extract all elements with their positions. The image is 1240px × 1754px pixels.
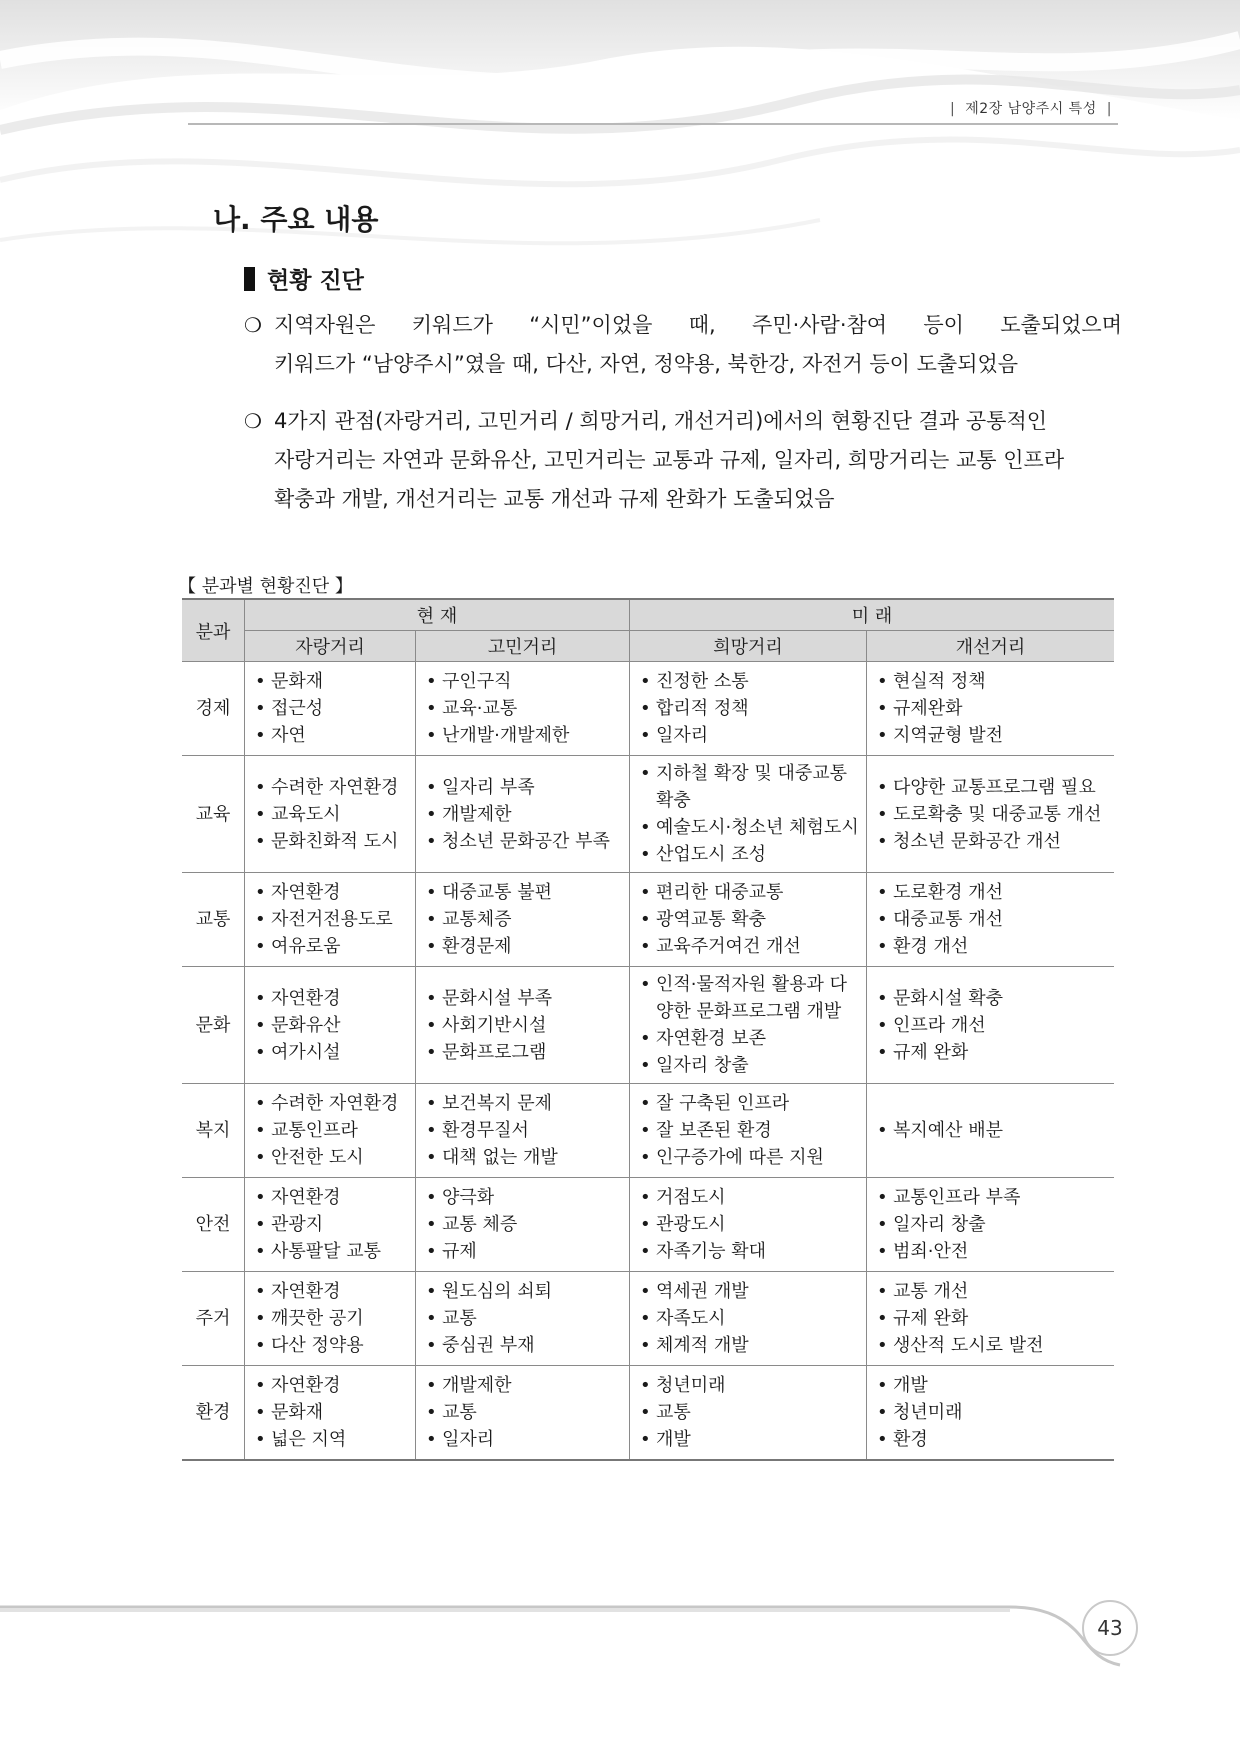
table-caption: 【 분과별 현황진단 】 [178, 576, 353, 597]
cell-item: • 대책 없는 개발 [424, 1144, 623, 1171]
cell-item: • 여유로움 [253, 933, 409, 960]
cell-item: • 인적·물적자원 활용과 다양한 문화프로그램 개발 [638, 971, 860, 1025]
table-cell [867, 1178, 1115, 1272]
cell-item: • 잘 보존된 환경 [638, 1117, 860, 1144]
table-cell [630, 1084, 867, 1178]
cell-item: • 도로환경 개선 [875, 879, 1108, 906]
cell-item: • 인프라 개선 [875, 1012, 1108, 1039]
table-cell [245, 1366, 416, 1460]
cell-item: • 수려한 자연환경 [253, 774, 409, 801]
open-circle-bullet-icon: ❍ [244, 409, 262, 433]
cell-item: • 청년미래 [875, 1399, 1108, 1426]
cell-item: • 안전한 도시 [253, 1144, 409, 1171]
cell-item: • 일자리 창출 [875, 1211, 1108, 1238]
table-row [182, 756, 1114, 873]
cell-item-list [253, 985, 409, 1066]
cell-item: • 사통팔달 교통 [253, 1238, 409, 1265]
cell-item-list [424, 1372, 623, 1453]
cell-item-list [424, 668, 623, 749]
cell-item: • 구인구직 [424, 668, 623, 695]
table-cell [867, 1272, 1115, 1366]
cell-item-list [638, 1184, 860, 1265]
cell-item-list [638, 668, 860, 749]
cell-item: • 교통 개선 [875, 1278, 1108, 1305]
cell-item-list [253, 668, 409, 749]
table-cell [416, 1178, 630, 1272]
cell-item-list [253, 1090, 409, 1171]
cell-item: • 교통 [638, 1399, 860, 1426]
paragraph-line: 자랑거리는 자연과 문화유산, 고민거리는 교통과 규제, 일자리, 희망거리는 교통 인프라 [274, 448, 1065, 472]
cell-item: • 문화유산 [253, 1012, 409, 1039]
cell-item: • 진정한 소통 [638, 668, 860, 695]
header-wave-background [0, 0, 1240, 300]
cell-item-list [638, 1372, 860, 1453]
cell-item: • 청소년 문화공간 부족 [424, 828, 623, 855]
paragraph-2 [244, 402, 1122, 519]
cell-item: • 교통인프라 부족 [875, 1184, 1108, 1211]
table-row [182, 1366, 1114, 1460]
cell-item-list [638, 971, 860, 1079]
table-cell [245, 1178, 416, 1272]
table-cell [867, 1084, 1115, 1178]
cell-item: • 대중교통 개선 [875, 906, 1108, 933]
cell-item: • 환경 개선 [875, 933, 1108, 960]
subsection-heading [244, 262, 364, 295]
cell-item: • 일자리 [638, 722, 860, 749]
cell-item-list [424, 1090, 623, 1171]
cell-item: • 잘 구축된 인프라 [638, 1090, 860, 1117]
cell-item-list [253, 879, 409, 960]
table-cell [416, 967, 630, 1084]
field-cell: 교통 [182, 873, 245, 967]
cell-item-list [875, 1117, 1108, 1144]
page-number: 43 [1082, 1600, 1138, 1656]
cell-item: • 교육주거여건 개선 [638, 933, 860, 960]
cell-item: • 인구증가에 따른 지원 [638, 1144, 860, 1171]
table-cell [416, 1366, 630, 1460]
paragraph-line [244, 306, 1122, 345]
cell-item: • 청년미래 [638, 1372, 860, 1399]
open-circle-bullet-icon: ❍ [244, 313, 262, 337]
table-row [182, 873, 1114, 967]
cell-item: • 교통 [424, 1305, 623, 1332]
table-cell [416, 756, 630, 873]
cell-item: • 자연환경 [253, 985, 409, 1012]
paragraph-line: 확충과 개발, 개선거리는 교통 개선과 규제 완화가 도출되었음 [274, 487, 835, 511]
cell-item: • 문화시설 확충 [875, 985, 1108, 1012]
cell-item: • 교육도시 [253, 801, 409, 828]
cell-item: • 역세권 개발 [638, 1278, 860, 1305]
cell-item-list [875, 1184, 1108, 1265]
cell-item-list [424, 985, 623, 1066]
cell-item: • 접근성 [253, 695, 409, 722]
cell-item: • 복지예산 배분 [875, 1117, 1108, 1144]
cell-item-list [424, 1184, 623, 1265]
cell-item-list [875, 985, 1108, 1066]
running-head-title: 제2장 남양주시 특성 [965, 101, 1097, 117]
footer-curve [0, 1580, 1240, 1680]
cell-item: • 일자리 [424, 1426, 623, 1453]
diagnosis-table [182, 598, 1114, 1461]
cell-item: • 중심권 부재 [424, 1332, 623, 1359]
running-head-left-bar: | [950, 101, 956, 117]
table-cell [867, 662, 1115, 756]
cell-item: • 관광지 [253, 1211, 409, 1238]
cell-item: • 일자리 부족 [424, 774, 623, 801]
cell-item-list [875, 1372, 1108, 1453]
cell-item: • 규제완화 [875, 695, 1108, 722]
running-head-right-bar: | [1106, 101, 1112, 117]
cell-item: • 깨끗한 공기 [253, 1305, 409, 1332]
cell-item: • 다양한 교통프로그램 필요 [875, 774, 1108, 801]
table-cell [245, 1272, 416, 1366]
table-cell [867, 873, 1115, 967]
cell-item-list [253, 1184, 409, 1265]
table-cell [416, 873, 630, 967]
cell-item: • 개발제한 [424, 1372, 623, 1399]
table-row [182, 1178, 1114, 1272]
table-row [182, 1272, 1114, 1366]
cell-item: • 문화재 [253, 1399, 409, 1426]
cell-item: • 문화시설 부족 [424, 985, 623, 1012]
table-cell [630, 873, 867, 967]
table-cell [245, 756, 416, 873]
cell-item-list [253, 1278, 409, 1359]
field-cell: 주거 [182, 1272, 245, 1366]
header-group-future: 미 래 [630, 599, 1115, 631]
section-title: 나. 주요 내용 [213, 203, 379, 236]
cell-item: • 여가시설 [253, 1039, 409, 1066]
cell-item: • 규제 완화 [875, 1039, 1108, 1066]
cell-item: • 관광도시 [638, 1211, 860, 1238]
cell-item: • 지하철 확장 및 대중교통 확충 [638, 760, 860, 814]
table-row [182, 1084, 1114, 1178]
cell-item-list [424, 774, 623, 855]
cell-item: • 예술도시·청소년 체험도시 [638, 814, 860, 841]
table-row [182, 967, 1114, 1084]
table-cell [867, 1366, 1115, 1460]
cell-item: • 현실적 정책 [875, 668, 1108, 695]
table-cell [867, 967, 1115, 1084]
field-cell: 안전 [182, 1178, 245, 1272]
cell-item: • 일자리 창출 [638, 1052, 860, 1079]
subsection-title: 현황 진단 [267, 268, 364, 294]
cell-item: • 교육·교통 [424, 695, 623, 722]
cell-item: • 체계적 개발 [638, 1332, 860, 1359]
cell-item-list [875, 668, 1108, 749]
cell-item: • 규제 완화 [875, 1305, 1108, 1332]
column-header: 희망거리 [630, 631, 867, 662]
cell-item: • 광역교통 확충 [638, 906, 860, 933]
cell-item-list [253, 774, 409, 855]
cell-item: • 환경 [875, 1426, 1108, 1453]
cell-item: • 개발 [875, 1372, 1108, 1399]
cell-item: • 자연환경 [253, 1184, 409, 1211]
cell-item: • 문화프로그램 [424, 1039, 623, 1066]
cell-item: • 편리한 대중교통 [638, 879, 860, 906]
field-cell: 복지 [182, 1084, 245, 1178]
header-group-present: 현 재 [245, 599, 630, 631]
cell-item-list [875, 879, 1108, 960]
cell-item: • 환경문제 [424, 933, 623, 960]
cell-item: • 양극화 [424, 1184, 623, 1211]
cell-item: • 자연환경 [253, 1278, 409, 1305]
paragraph-text: 지역자원은 키워드가 “시민”이었을 때, 주민·사람·참여 등이 도출되었으며 [274, 313, 1122, 337]
cell-item: • 규제 [424, 1238, 623, 1265]
cell-item: • 개발제한 [424, 801, 623, 828]
cell-item-list [424, 879, 623, 960]
table-cell [416, 662, 630, 756]
cell-item: • 다산 정약용 [253, 1332, 409, 1359]
cell-item: • 산업도시 조성 [638, 841, 860, 868]
table-cell [245, 662, 416, 756]
cell-item: • 자연환경 [253, 879, 409, 906]
cell-item: • 환경무질서 [424, 1117, 623, 1144]
black-square-icon [244, 267, 255, 291]
cell-item: • 자연환경 [253, 1372, 409, 1399]
table-cell [245, 967, 416, 1084]
cell-item: • 개발 [638, 1426, 860, 1453]
field-cell: 문화 [182, 967, 245, 1084]
cell-item: • 지역균형 발전 [875, 722, 1108, 749]
cell-item: • 자족기능 확대 [638, 1238, 860, 1265]
cell-item: • 청소년 문화공간 개선 [875, 828, 1108, 855]
cell-item-list [875, 774, 1108, 855]
cell-item-list [424, 1278, 623, 1359]
cell-item: • 교통인프라 [253, 1117, 409, 1144]
cell-item-list [638, 1090, 860, 1171]
field-cell: 교육 [182, 756, 245, 873]
header-field: 분과 [182, 599, 245, 662]
paragraph-text: 4가지 관점(자랑거리, 고민거리 / 희망거리, 개선거리)에서의 현황진단 결과 공통적인 [274, 409, 1048, 433]
paragraph-line [244, 402, 1122, 441]
cell-item-list [253, 1372, 409, 1453]
cell-item: • 난개발·개발제한 [424, 722, 623, 749]
cell-item: • 자전거전용도로 [253, 906, 409, 933]
column-header: 개선거리 [867, 631, 1115, 662]
header-rule [188, 123, 1118, 125]
table-cell [630, 1366, 867, 1460]
cell-item: • 넓은 지역 [253, 1426, 409, 1453]
cell-item: • 자연환경 보존 [638, 1025, 860, 1052]
paragraph-line: 키워드가 “남양주시”였을 때, 다산, 자연, 정약용, 북한강, 자전거 등이 도출되었음 [274, 352, 1019, 376]
table-cell [630, 662, 867, 756]
cell-item: • 범죄·안전 [875, 1238, 1108, 1265]
column-header: 고민거리 [416, 631, 630, 662]
cell-item: • 보건복지 문제 [424, 1090, 623, 1117]
cell-item: • 사회기반시설 [424, 1012, 623, 1039]
cell-item: • 합리적 정책 [638, 695, 860, 722]
cell-item: • 거점도시 [638, 1184, 860, 1211]
table-cell [630, 1178, 867, 1272]
cell-item: • 자족도시 [638, 1305, 860, 1332]
table-body [182, 662, 1114, 1460]
cell-item: • 대중교통 불편 [424, 879, 623, 906]
column-header: 자랑거리 [245, 631, 416, 662]
cell-item: • 교통 [424, 1399, 623, 1426]
paragraph-1 [244, 306, 1122, 384]
cell-item-list [875, 1278, 1108, 1359]
cell-item-list [638, 879, 860, 960]
cell-item: • 문화재 [253, 668, 409, 695]
table-cell [867, 756, 1115, 873]
cell-item: • 자연 [253, 722, 409, 749]
cell-item-list [638, 760, 860, 868]
field-cell: 환경 [182, 1366, 245, 1460]
cell-item: • 원도심의 쇠퇴 [424, 1278, 623, 1305]
cell-item: • 수려한 자연환경 [253, 1090, 409, 1117]
table-cell [630, 967, 867, 1084]
table-cell [416, 1272, 630, 1366]
cell-item: • 생산적 도시로 발전 [875, 1332, 1108, 1359]
cell-item: • 문화친화적 도시 [253, 828, 409, 855]
cell-item: • 교통체증 [424, 906, 623, 933]
field-cell: 경제 [182, 662, 245, 756]
table-cell [245, 873, 416, 967]
table-cell [630, 756, 867, 873]
table-cell [245, 1084, 416, 1178]
table-row [182, 662, 1114, 756]
cell-item: • 도로확충 및 대중교통 개선 [875, 801, 1108, 828]
cell-item-list [638, 1278, 860, 1359]
table-cell [630, 1272, 867, 1366]
cell-item: • 교통 체증 [424, 1211, 623, 1238]
table-cell [416, 1084, 630, 1178]
running-head [940, 98, 1122, 118]
